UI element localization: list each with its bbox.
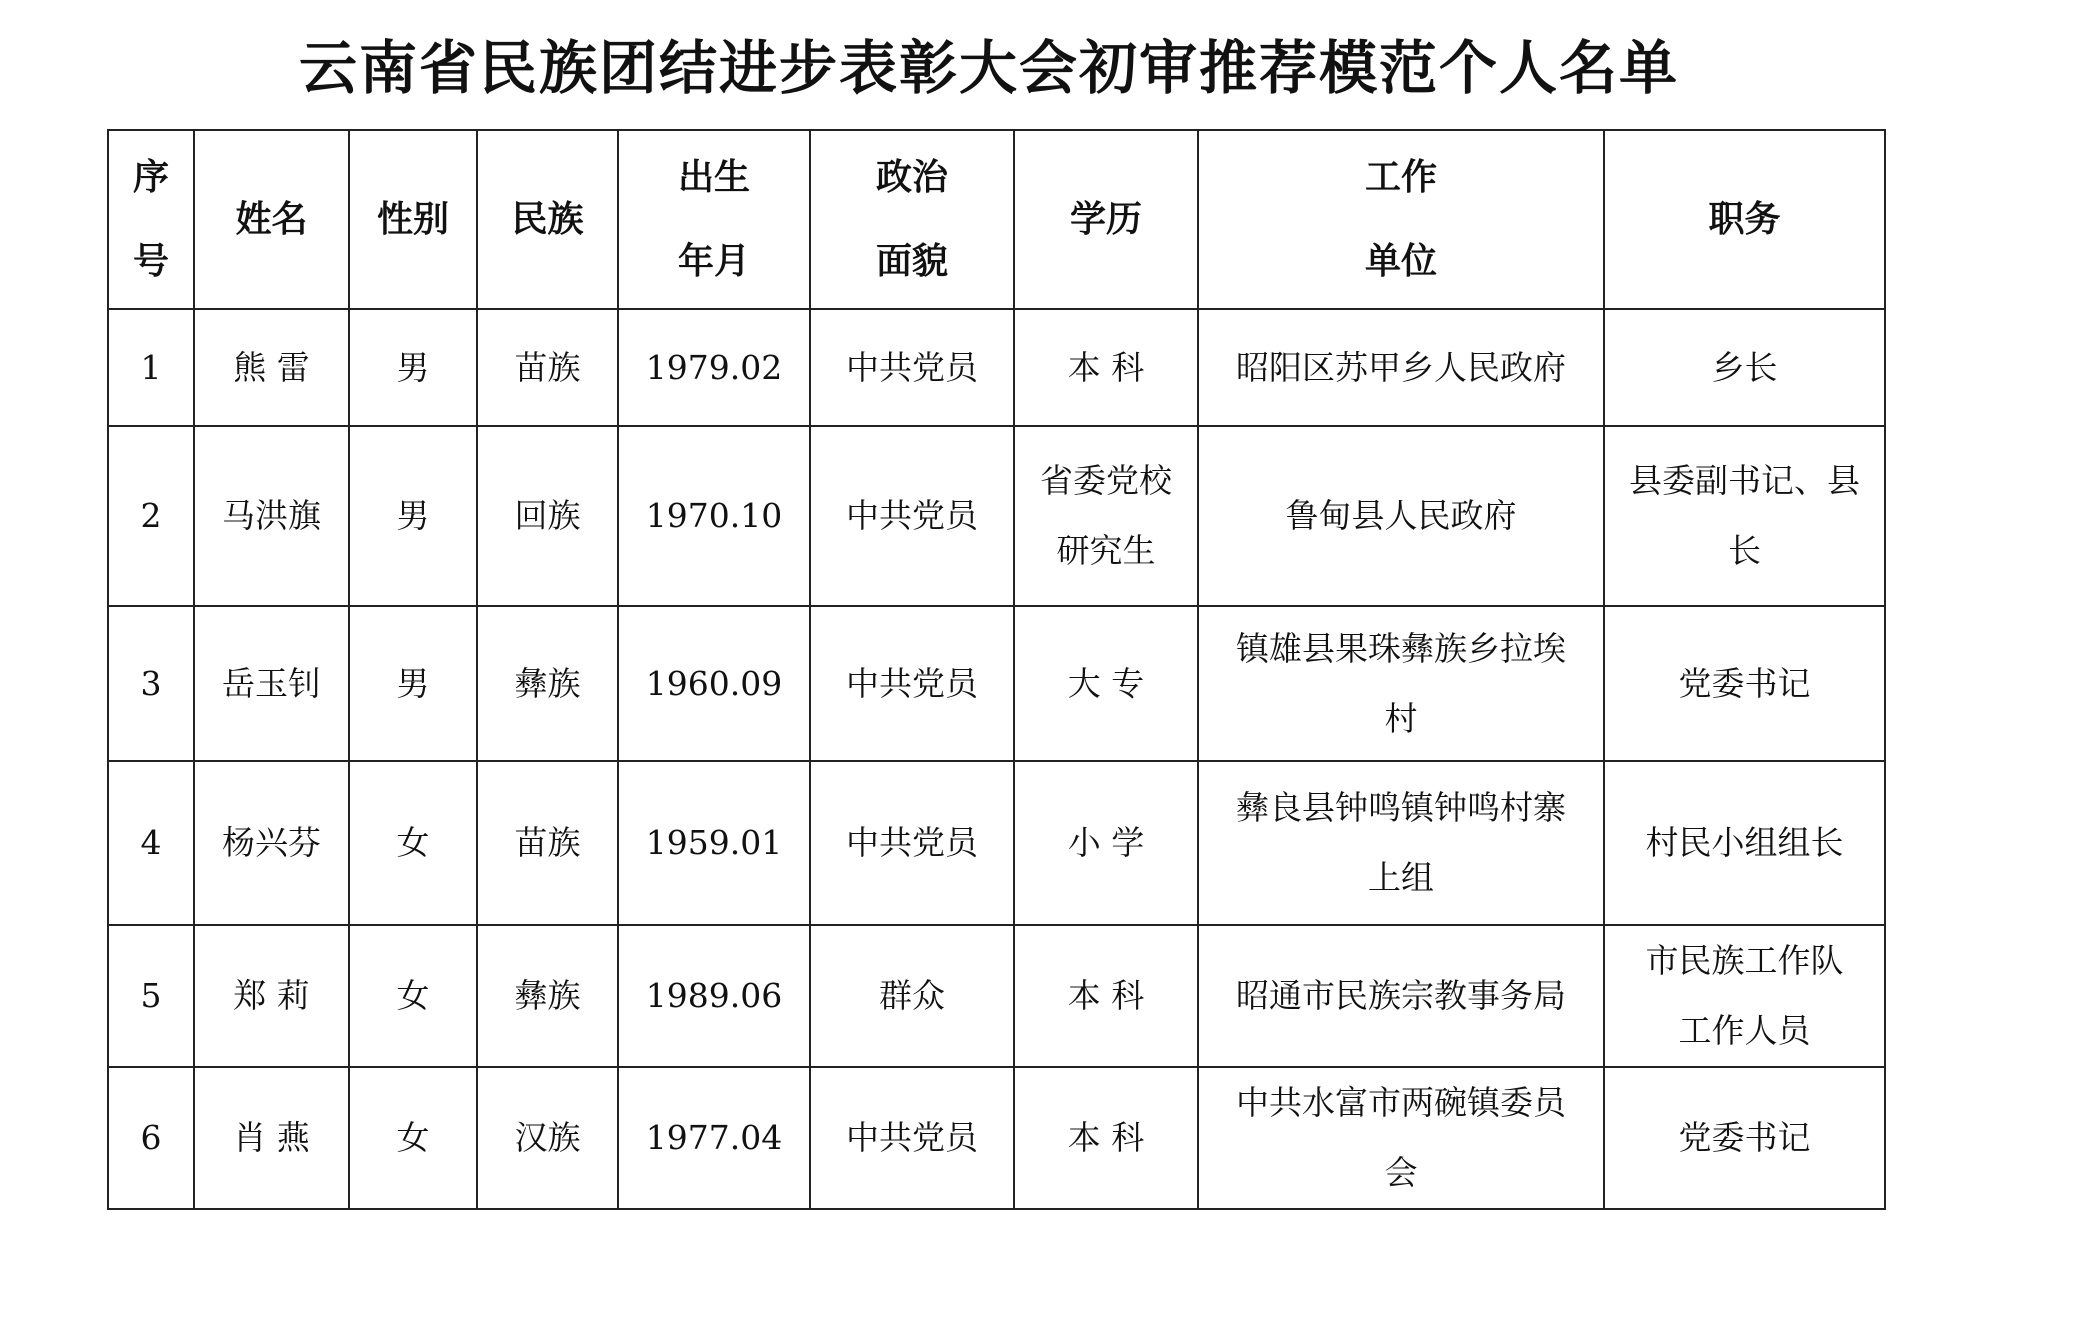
cell-employer [1198, 606, 1604, 761]
header-education-label: 学历 [1069, 198, 1142, 240]
cell-name: 肖 燕 [194, 1067, 349, 1209]
cell-position-line: 党委书记 [1678, 1118, 1811, 1157]
table-row [108, 925, 1885, 1067]
cell-employer [1198, 1067, 1604, 1209]
header-birth-line1: 出生 [677, 156, 750, 198]
cell-seq: 2 [108, 426, 194, 606]
header-employer-line1: 工作 [1364, 156, 1437, 198]
cell-seq: 4 [108, 761, 194, 925]
header-birth [618, 130, 810, 309]
header-seq-line1: 序 [132, 156, 169, 198]
document-title: 云南省民族团结进步表彰大会初审推荐模范个人名单 [298, 34, 1679, 102]
cell-position-line: 党委书记 [1678, 663, 1811, 703]
cell-gender: 男 [349, 309, 477, 426]
header-gender-label: 性别 [376, 198, 449, 240]
cell-political: 中共党员 [810, 426, 1014, 606]
cell-education [1014, 606, 1198, 761]
cell-employer-line: 昭通市民族宗教事务局 [1236, 976, 1566, 1015]
cell-education-line: 本 科 [1067, 347, 1145, 387]
cell-employer-line: 昭阳区苏甲乡人民政府 [1236, 347, 1566, 387]
cell-political: 中共党员 [810, 606, 1014, 761]
header-seq [108, 130, 194, 309]
cell-name: 岳玉钊 [194, 606, 349, 761]
cell-employer [1198, 426, 1604, 606]
header-employer [1198, 130, 1604, 309]
cell-gender: 女 [349, 761, 477, 925]
header-employer-line2: 单位 [1364, 240, 1437, 282]
header-seq-line2: 号 [132, 240, 169, 282]
cell-position [1604, 1067, 1885, 1209]
header-ethnicity-label: 民族 [511, 198, 584, 240]
cell-education-line: 研究生 [1056, 531, 1156, 570]
cell-position [1604, 761, 1885, 925]
header-gender [349, 130, 477, 309]
cell-gender: 女 [349, 925, 477, 1067]
honoree-table [107, 129, 1886, 1210]
cell-employer [1198, 761, 1604, 925]
header-position-label: 职务 [1708, 198, 1781, 240]
cell-position-line: 市民族工作队 [1645, 941, 1844, 980]
cell-name: 郑 莉 [194, 925, 349, 1067]
cell-birth: 1970.10 [618, 426, 810, 606]
header-ethnicity [477, 130, 618, 309]
cell-seq: 6 [108, 1067, 194, 1209]
cell-education-line: 小 学 [1067, 823, 1145, 862]
cell-birth: 1989.06 [618, 925, 810, 1067]
cell-seq: 3 [108, 606, 194, 761]
cell-education [1014, 1067, 1198, 1209]
cell-name: 熊 雷 [194, 309, 349, 426]
cell-position-line: 乡长 [1711, 347, 1778, 387]
table-row [108, 1067, 1885, 1209]
header-name-label: 姓名 [235, 198, 308, 240]
cell-position-line: 县委副书记、县 [1629, 461, 1860, 500]
cell-political: 群众 [810, 925, 1014, 1067]
header-political-line1: 政治 [875, 156, 948, 198]
cell-education-line: 省委党校 [1040, 461, 1172, 500]
cell-name: 马洪旗 [194, 426, 349, 606]
cell-gender: 男 [349, 606, 477, 761]
table-row [108, 761, 1885, 925]
header-name [194, 130, 349, 309]
cell-employer-line: 上组 [1368, 858, 1434, 897]
cell-ethnicity: 彝族 [477, 606, 618, 761]
cell-position-line: 工作人员 [1678, 1011, 1811, 1050]
cell-ethnicity: 苗族 [477, 761, 618, 925]
header-political [810, 130, 1014, 309]
table-header-row [108, 130, 1885, 309]
cell-political: 中共党员 [810, 309, 1014, 426]
cell-employer-line: 彝良县钟鸣镇钟鸣村寨 [1236, 788, 1566, 827]
cell-position [1604, 606, 1885, 761]
cell-ethnicity: 回族 [477, 426, 618, 606]
cell-employer-line: 会 [1384, 1153, 1418, 1192]
header-education [1014, 130, 1198, 309]
header-political-line2: 面貌 [875, 240, 948, 282]
cell-position-line: 村民小组组长 [1645, 823, 1844, 862]
cell-position-line: 长 [1728, 531, 1761, 570]
cell-ethnicity: 彝族 [477, 925, 618, 1067]
cell-education [1014, 761, 1198, 925]
cell-employer-line: 鲁甸县人民政府 [1285, 496, 1517, 535]
cell-ethnicity: 汉族 [477, 1067, 618, 1209]
cell-education [1014, 426, 1198, 606]
cell-political: 中共党员 [810, 1067, 1014, 1209]
cell-birth: 1979.02 [618, 309, 810, 426]
cell-political: 中共党员 [810, 761, 1014, 925]
cell-education-line: 本 科 [1067, 976, 1145, 1015]
table-row [108, 309, 1885, 426]
cell-employer-line: 中共水富市两碗镇委员 [1236, 1083, 1566, 1122]
cell-birth: 1959.01 [618, 761, 810, 925]
cell-gender: 女 [349, 1067, 477, 1209]
cell-employer [1198, 309, 1604, 426]
cell-employer-line: 镇雄县果珠彝族乡拉埃 [1236, 628, 1566, 668]
table-row [108, 426, 1885, 606]
cell-gender: 男 [349, 426, 477, 606]
cell-education [1014, 925, 1198, 1067]
cell-education [1014, 309, 1198, 426]
cell-position [1604, 925, 1885, 1067]
cell-position [1604, 309, 1885, 426]
cell-birth: 1960.09 [618, 606, 810, 761]
cell-education-line: 本 科 [1067, 1118, 1145, 1157]
cell-ethnicity: 苗族 [477, 309, 618, 426]
header-birth-line2: 年月 [677, 240, 750, 282]
cell-seq: 1 [108, 309, 194, 426]
cell-birth: 1977.04 [618, 1067, 810, 1209]
table-row [108, 606, 1885, 761]
cell-position [1604, 426, 1885, 606]
cell-seq: 5 [108, 925, 194, 1067]
cell-name: 杨兴芬 [194, 761, 349, 925]
cell-employer-line: 村 [1384, 698, 1418, 738]
header-position [1604, 130, 1885, 309]
cell-employer [1198, 925, 1604, 1067]
cell-education-line: 大 专 [1067, 663, 1145, 703]
